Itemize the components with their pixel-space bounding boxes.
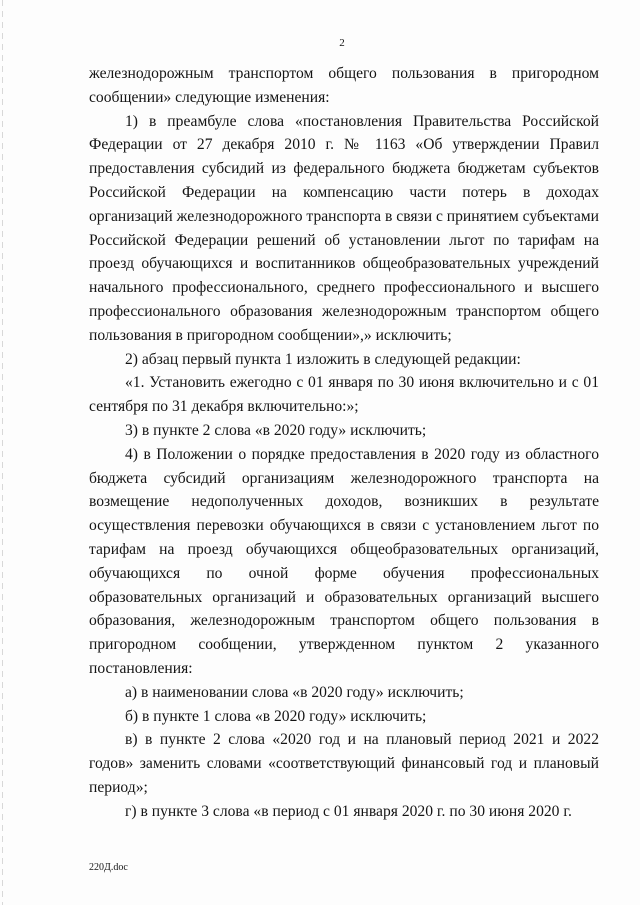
paragraph-subitem-v: в) в пункте 2 слова «2020 год и на плановый период 2021 и 2022 годов» заменить словами «соответствующий финансовый год и плановый период»;: [89, 731, 599, 796]
paragraph-intro: железнодорожным транспортом общего пользования в пригородном сообщении» следующие изменения:: [89, 65, 599, 106]
scan-edge: [2, 0, 3, 905]
document-body: [89, 62, 599, 824]
paragraph-item-4: 4) в Положении о порядке предоставления в 2020 году из областного бюджета субсидий организациям железнодорожного транспорта на возмещение недополученных доходов, возникших в результате осуществления перевозки обучающихся в связи с установлением льгот по тарифам на проезд обучающихся общеобразовательных организаций, обучающихся по очной форме обучения профессиональных образовательных организаций и образовательных организаций высшего образования, железнодорожным транспортом общего пользования в пригородном сообщении, утвержденном пунктом 2 указанного постановления:: [89, 445, 599, 677]
paragraph-item-3: 3) в пункте 2 слова «в 2020 году» исключить;: [125, 421, 427, 439]
file-name-footer: 220Д.doc: [89, 862, 128, 873]
paragraph-item-2: 2) абзац первый пункта 1 изложить в следующей редакции:: [125, 350, 521, 368]
page-number: 2: [339, 37, 345, 49]
paragraph-item-1: 1) в преамбуле слова «постановления Правительства Российской Федерации от 27 декабря 2010 г. № 1163 «Об утверждении Правил предоставления субсидий из федерального бюджета бюджетам субъектов Российской Федерации на компенсацию части потерь в доходах организаций железнодорожного транспорта в связи с принятием субъектами Российской Федерации решений об установлении льгот по тарифам на проезд обучающихся и воспитанников общеобразовательных учреждений начального профессионального, среднего профессионального и высшего профессионального образования железнодорожным транспортом общего пользования в пригородном сообщении»,» исключить;: [89, 112, 599, 344]
paragraph-subitem-a: а) в наименовании слова «в 2020 году» исключить;: [125, 683, 464, 701]
paragraph-quote: «1. Установить ежегодно с 01 января по 30 июня включительно и с 01 сентября по 31 декабря включительно:»;: [89, 374, 599, 416]
paragraph-subitem-g: г) в пункте 3 слова «в период с 01 января 2020 г. по 30 июня 2020 г.: [125, 802, 572, 820]
paragraph-subitem-b: б) в пункте 1 слова «в 2020 году» исключить;: [125, 707, 427, 725]
